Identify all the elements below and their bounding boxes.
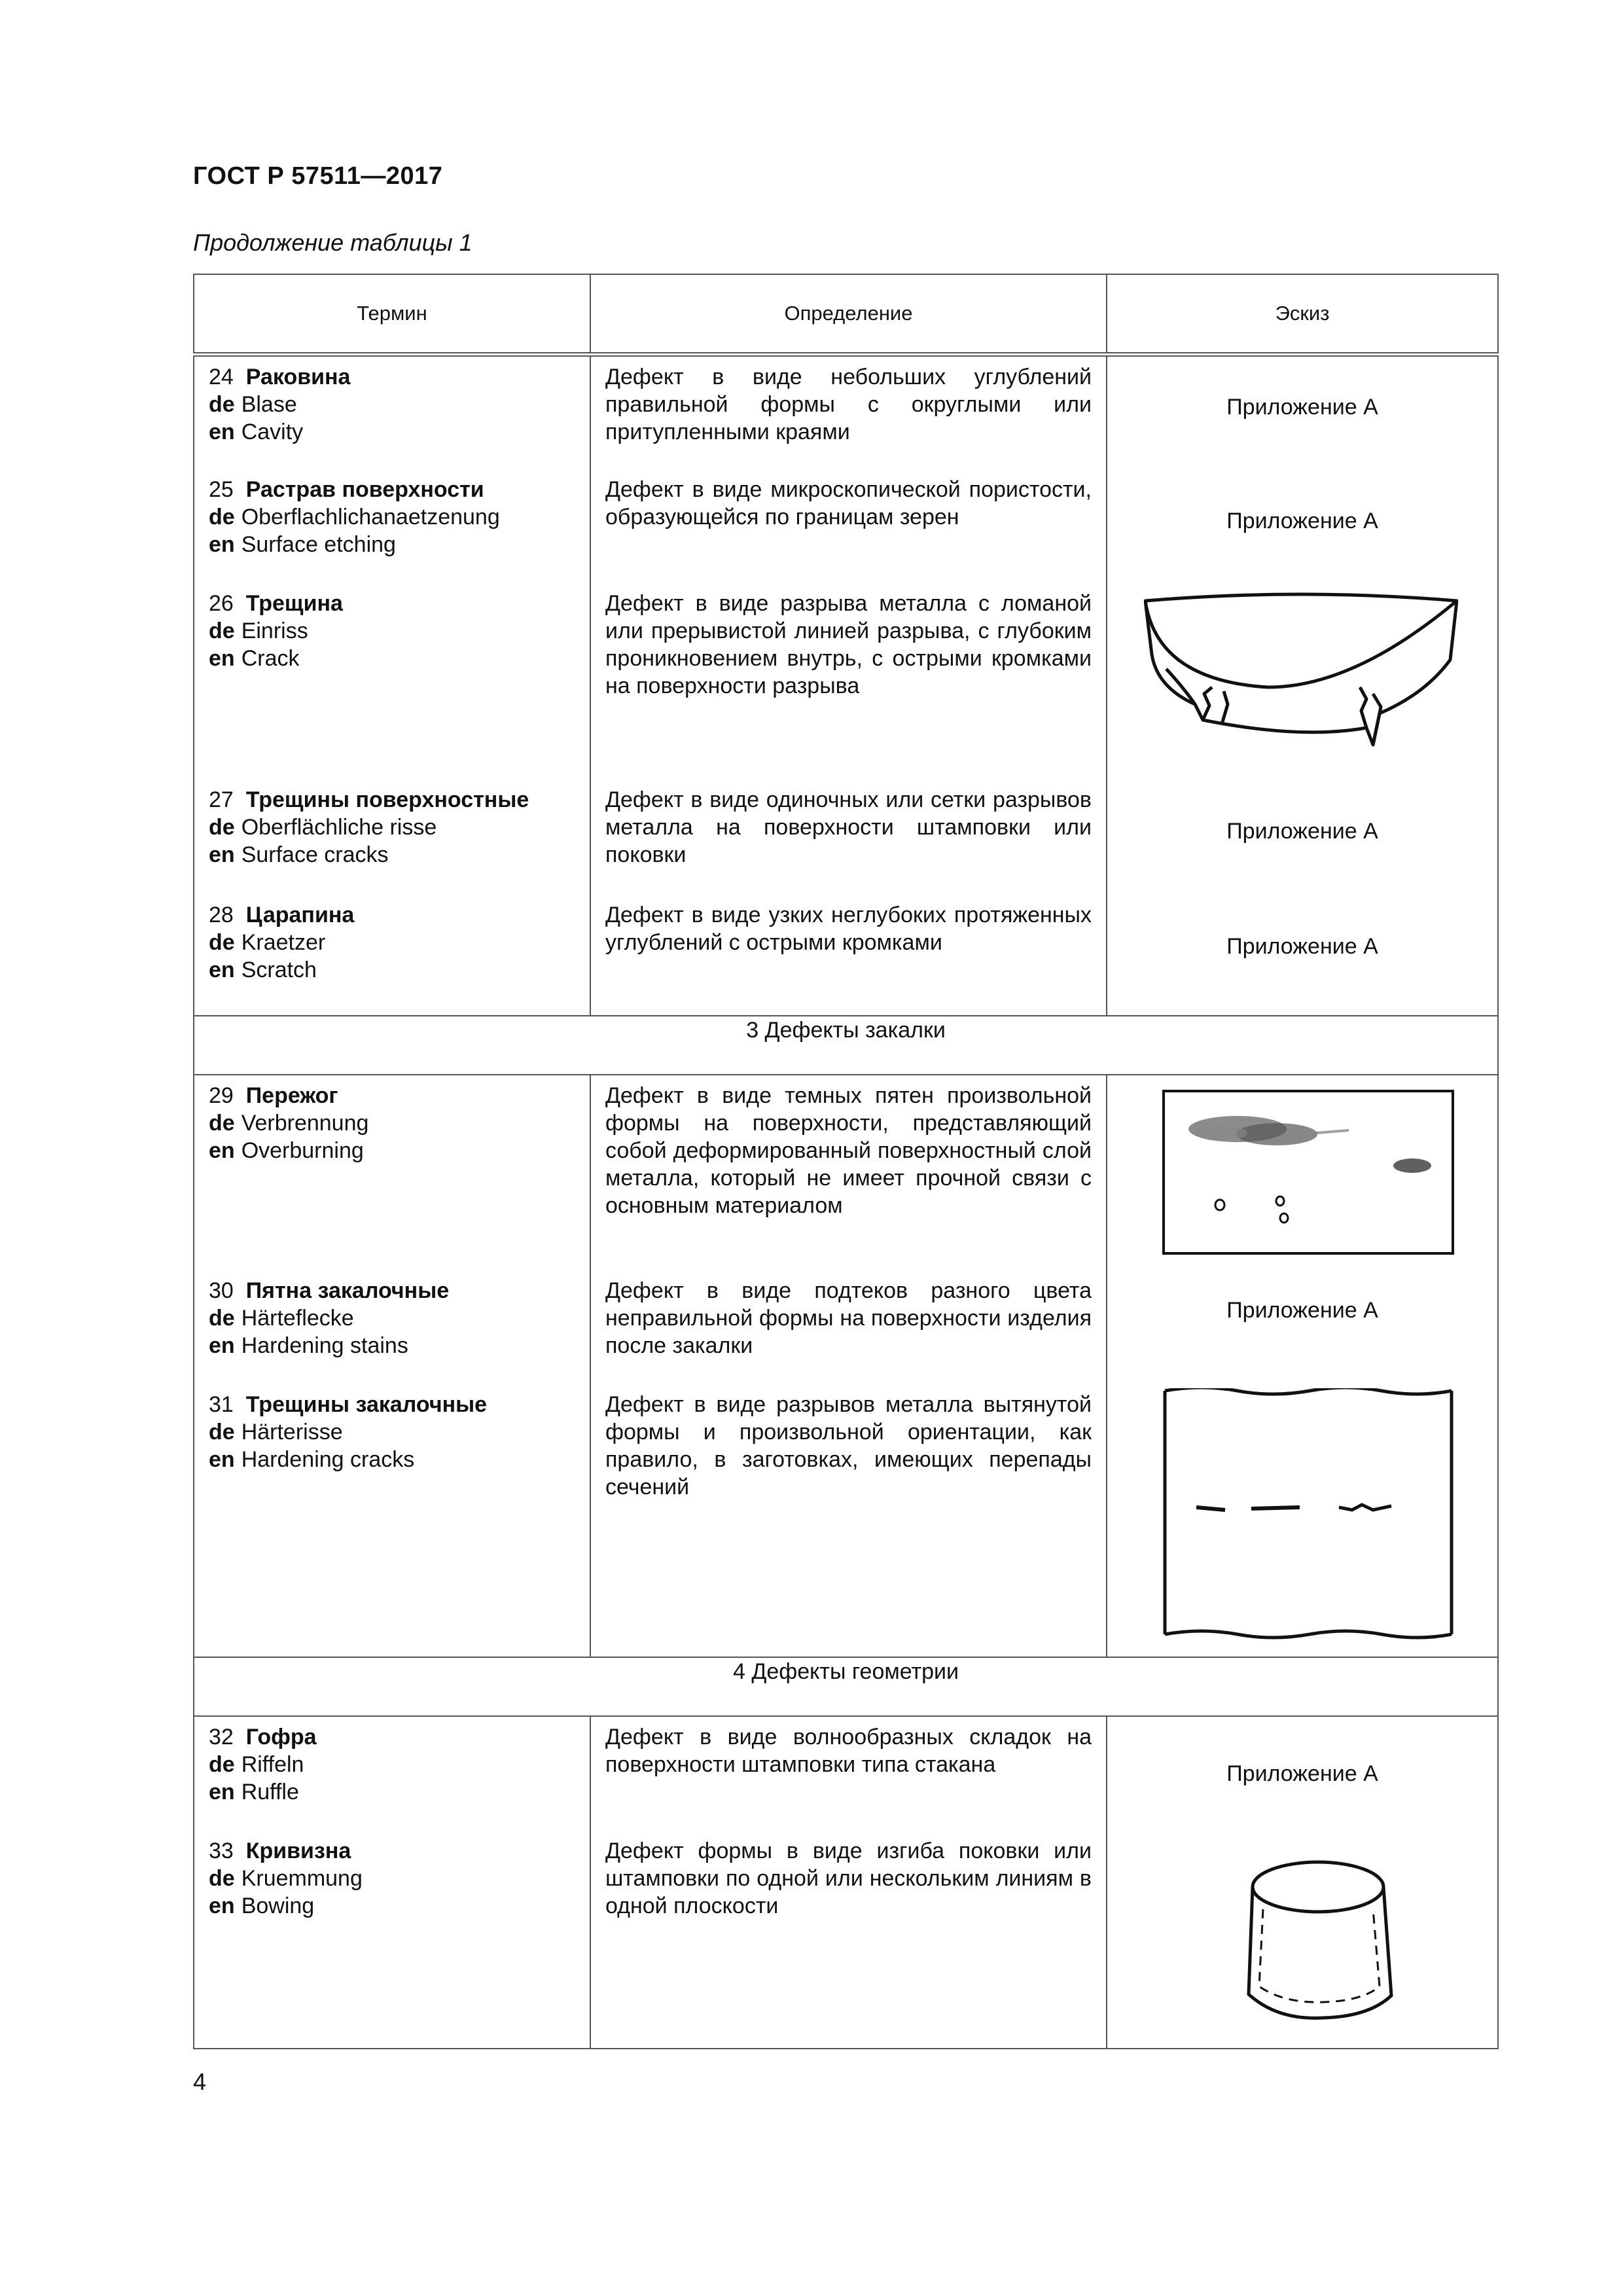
table-continuation-caption: Продолжение таблицы 1 xyxy=(193,229,473,256)
table-row-group-3 xyxy=(194,1716,1498,2049)
sketches-cell xyxy=(1107,1075,1498,1657)
page-number: 4 xyxy=(193,2068,207,2095)
term-entry-28: 28 Царапина de Kraetzer en Scratch xyxy=(209,903,355,982)
column-header-sketch: Эскиз xyxy=(1107,274,1498,355)
section-row-geometry xyxy=(194,1657,1498,1716)
table-row-group-2 xyxy=(194,1075,1498,1657)
term-entry-24: 24 Раковина de Blase en Cavity xyxy=(209,365,351,444)
definition-28: Дефект в виде узких неглубоких протяженных углублений с острыми кромками xyxy=(605,903,1092,955)
definition-27: Дефект в виде одиночных или сетки разрывов металла на поверхности штамповки или поковки xyxy=(605,787,1092,867)
term-name: Раковина xyxy=(245,365,351,389)
term-entry-26: 26 Трещина de Einriss en Crack xyxy=(209,591,343,671)
section-row-quenching xyxy=(194,1016,1498,1075)
term-entry-32: 32 Гофра de Riffeln en Ruffle xyxy=(209,1724,317,1804)
definition-30: Дефект в виде подтеков разного цвета неправильной формы на поверхности изделия после закалки xyxy=(605,1278,1092,1358)
term-entry-27: 27 Трещины поверхностные de Oberflächliche risse en Surface cracks xyxy=(209,787,529,867)
sketches-cell xyxy=(1107,1716,1498,2049)
table-header-row xyxy=(194,274,1498,355)
term-entry-31: 31 Трещины закалочные de Härterisse en Hardening cracks xyxy=(209,1391,488,1472)
column-header-term: Термин xyxy=(194,274,590,355)
definition-26: Дефект в виде разрыва металла с ломаной или прерывистой линией разрыва, с глубоким проникновением внутрь, с острыми кромками на поверхности разрыва xyxy=(605,591,1092,698)
terms-cell xyxy=(194,1075,590,1657)
defects-table xyxy=(193,274,1499,2049)
section-title-quenching: 3 Дефекты закалки xyxy=(194,1016,1498,1075)
bent-cup-sketch xyxy=(1245,1856,1395,2032)
definition-33: Дефект формы в виде изгиба поковки или штамповки по одной или нескольким линиям в одной плоскости xyxy=(605,1838,1092,1918)
definitions-cell xyxy=(590,1716,1107,2049)
terms-cell xyxy=(194,1716,590,2049)
annex-reference-28: Приложение А xyxy=(1226,934,1378,959)
document-title: ГОСТ Р 57511—2017 xyxy=(193,162,443,190)
term-entry-25: 25 Растрав поверхности de Oberflachlichanaetzenung en Surface etching xyxy=(209,477,500,557)
section-title-geometry: 4 Дефекты геометрии xyxy=(194,1657,1498,1716)
table-row-group-1 xyxy=(194,355,1498,1016)
dark-spots-sketch xyxy=(1162,1090,1454,1255)
hardening-cracks-sketch xyxy=(1162,1388,1454,1640)
annex-reference-30: Приложение А xyxy=(1226,1297,1378,1323)
annex-reference-25: Приложение А xyxy=(1226,509,1378,533)
cracked-bowl-sketch xyxy=(1144,589,1458,759)
definitions-cell xyxy=(590,355,1107,1016)
term-entry-33: 33 Кривизна de Kruemmung en Bowing xyxy=(209,1838,363,1918)
column-header-definition: Определение xyxy=(590,274,1107,355)
annex-reference-24: Приложение А xyxy=(1226,395,1378,420)
definitions-cell xyxy=(590,1075,1107,1657)
sketches-cell xyxy=(1107,355,1498,1016)
definition-25: Дефект в виде микроскопической пористости, образующейся по границам зерен xyxy=(605,477,1092,529)
term-entry-30: 30 Пятна закалочные de Härteflecke en Hardening stains xyxy=(209,1278,450,1358)
definition-29: Дефект в виде темных пятен произвольной формы на поверхности, представляющий собой деформированный поверхностный слой металла, который не имеет прочной связи с основным материалом xyxy=(605,1083,1092,1218)
definition-32: Дефект в виде волнообразных складок на поверхности штамповки типа стакана xyxy=(605,1724,1092,1777)
definition-31: Дефект в виде разрывов металла вытянутой формы и произвольной ориентации, как правило, в заготовках, имеющих перепады сечений xyxy=(605,1391,1092,1499)
annex-reference-27: Приложение А xyxy=(1226,819,1378,844)
terms-cell xyxy=(194,355,590,1016)
definition-24: Дефект в виде небольших углублений правильной формы с округлыми или притупленными краями xyxy=(605,365,1092,444)
annex-reference-32: Приложение А xyxy=(1226,1761,1378,1786)
term-entry-29: 29 Пережог de Verbrennung en Overburning xyxy=(209,1083,369,1163)
